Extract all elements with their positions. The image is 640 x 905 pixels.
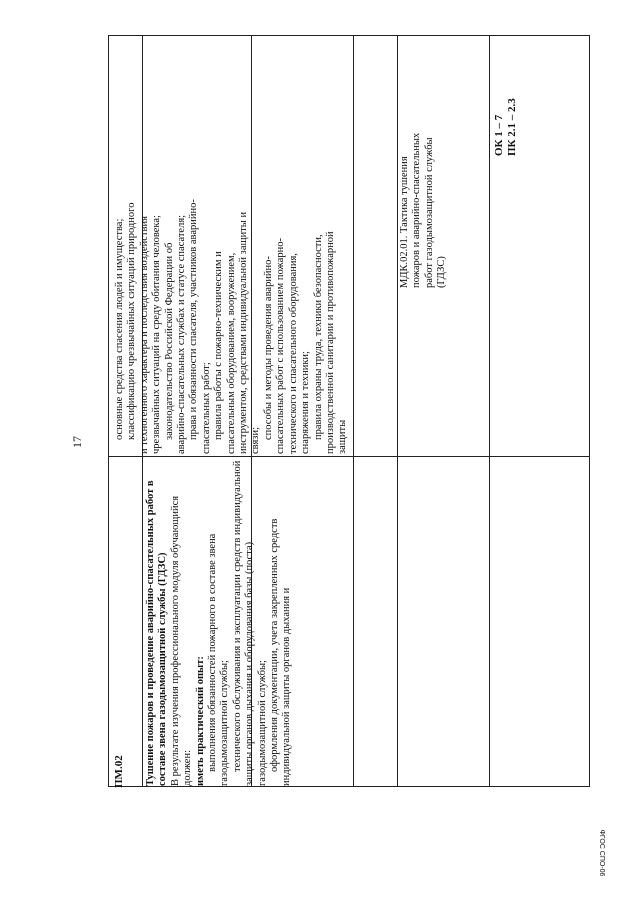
- row2-code: ПМ.02: [113, 755, 125, 788]
- column-divider: [397, 36, 398, 786]
- row2-content: Тушение пожаров и проведение аварийно-спасательных работ в составе звена газодымозащитной службы (ГДЗС) В результате изучения профессионального модуля обучающийся должен: иметь практический опыт: выполнения обязанностей пожарного в составе звена газодымозащитной службы; технического обслуживания и эксплуатации средств индивидуальной защиты органов дыхания и оборудования базы (поста) газодымозащитной службы; оформления документации, учета закрепленных средств индивидуальной защиты органов дыхания и: [145, 460, 293, 786]
- column-divider: [142, 456, 143, 786]
- row1-competencies: ОК 1 – 7 ПК 2.1 – 2.3: [493, 98, 518, 156]
- row-divider: [109, 456, 589, 457]
- row1-content: основные средства спасения людей и имущества; классификацию чрезвычайных ситуаций природного и техногенного характера и последствия воздействия чрезвычайных ситуаций на среду обитания человека; законодательство Российской Федерации об аварийно-спасательных службах и статусе спасателя; права и обязанности спасателя, участников аварийно- спасательных работ; правила работы с пожарно-техническим и спасательным оборудованием, вооружением, инструментом, средствами индивидуальной защиты и связи; способы и методы проведения аварийно- спасательных работ с использованием пожарно- технического и спасательного оборудования, снаряжения и техники; правила охраны труда, техники безопасности, производственной санитарии и противопожарной защиты: [114, 199, 349, 454]
- footer: ФГОС СПО-06: [598, 829, 605, 877]
- column-divider: [489, 36, 490, 786]
- page-number: 17: [70, 436, 84, 448]
- row1-mdk: МДК.02.01. Тактика тушения пожаров и аварийно-спасательных работ газодымозащитной службы (ГДЗС): [399, 132, 448, 288]
- column-divider: [353, 36, 354, 786]
- curriculum-table: [108, 35, 590, 787]
